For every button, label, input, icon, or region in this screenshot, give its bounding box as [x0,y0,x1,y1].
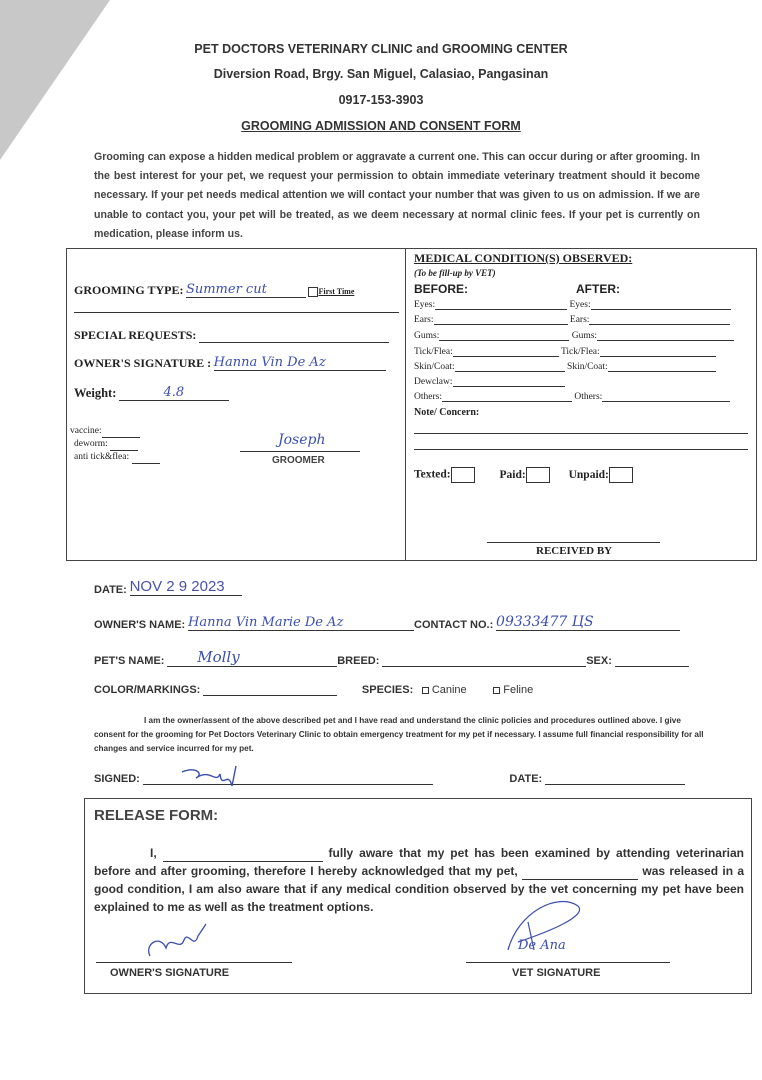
canine-label: Canine [431,684,467,696]
date-label: DATE: [94,584,127,596]
release-title: RELEASE FORM: [94,807,219,824]
groomer-line [240,451,360,452]
pet-name-label: PET'S NAME: [94,655,165,667]
skin-after-label: Skin/Coat: [567,362,608,372]
others-after-field[interactable] [602,393,730,402]
owner-release-signature [140,920,220,966]
unpaid-checkbox[interactable] [609,467,633,483]
texted-checkbox[interactable] [451,467,475,483]
canine-checkbox[interactable] [422,687,429,694]
release-pet-field[interactable] [522,868,638,880]
vaccine-label: vaccine: [70,426,102,436]
vaccine-field[interactable] [102,429,140,438]
grooming-type-label: GROOMING TYPE: [74,283,184,297]
gums-after-label: Gums: [571,331,598,341]
eyes-before-label: Eyes: [414,300,436,310]
gums-before-field[interactable] [439,332,569,341]
first-time-checkbox[interactable] [308,287,318,297]
grooming-type-field[interactable]: Summer cut [186,282,306,298]
gums-before-label: Gums: [414,331,440,341]
skin-before-label: Skin/Coat: [414,362,455,372]
release-paragraph [94,844,744,916]
grooming-type-line2 [74,312,399,313]
others-before-field[interactable] [442,393,572,402]
breed-field[interactable] [382,655,586,667]
antitick-field[interactable] [132,455,160,464]
groomer-signature: Joseph [278,432,326,448]
medical-subtitle: (To be fill-up by VET) [414,268,496,278]
eyes-after-label: Eyes: [569,300,591,310]
release-p1: I, [150,846,157,860]
pet-name-field[interactable]: Molly [167,648,337,667]
breed-label: BREED: [337,655,380,667]
ears-after-label: Ears: [569,315,590,325]
groomer-label: GROOMER [272,455,325,466]
note-line-1[interactable] [414,433,748,434]
special-requests-label: SPECIAL REQUESTS: [74,328,197,342]
species-label: SPECIES: [361,684,414,696]
feline-label: Feline [503,684,534,696]
clinic-address: Diversion Road, Brgy. San Miguel, Calasiao, Pangasinan [213,67,549,81]
special-requests-field[interactable] [199,331,389,343]
clinic-phone: 0917-153-3903 [338,93,424,107]
intro-paragraph: Grooming can expose a hidden medical problem or aggravate a current one. This can occur during or after grooming. In the best interest for your pet, we request your permission to obtain immediate veterinary treatment should it become necessary. If your pet needs medical attention we will contact your number that was given to us on admission. If we are unable to contact you, your pet will be treated, as we deem necessary at normal clinic fees. If your pet is currently on medication, please inform us. [94,151,700,240]
box-divider [405,248,406,561]
gums-after-field[interactable] [597,332,734,341]
tick-before-label: Tick/Flea: [414,347,453,357]
vet-release-label: VET SIGNATURE [512,967,601,979]
texted-label: Texted: [414,468,451,481]
color-field[interactable] [203,684,337,696]
sex-field[interactable] [615,655,689,667]
owner-name-field[interactable]: Hanna Vin Marie De Az [188,615,414,631]
ears-before-label: Ears: [414,315,434,325]
unpaid-label: Unpaid: [568,468,609,481]
dewclaw-field[interactable] [453,378,565,387]
signed-label: SIGNED: [94,773,140,785]
date2-label: DATE: [509,773,543,785]
vet-release-line [466,962,670,963]
date-field[interactable]: NOV 2 9 2023 [130,578,242,596]
release-p2: fully aware that my pet has been examined by attending veterinarian before and after grooming, therefore I hereby acknowledged that my pet, [94,846,744,878]
weight-label: Weight: [74,386,117,400]
others-after-label: Others: [574,392,603,402]
date2-field[interactable] [545,773,685,785]
note-label: Note/ Concern: [414,407,480,418]
contact-label: CONTACT NO.: [414,619,494,631]
before-label: BEFORE: [414,282,468,296]
sex-label: SEX: [586,655,612,667]
owner-name-label: OWNER'S NAME: [94,619,186,631]
first-time-label: First Time [318,287,355,296]
others-before-label: Others: [414,392,442,402]
note-line-2[interactable] [414,449,748,450]
skin-before-field[interactable] [455,363,565,372]
after-label: AFTER: [576,282,620,296]
owner-release-label: OWNER'S SIGNATURE [110,967,230,979]
received-by-label: RECEIVED BY [536,545,613,557]
ears-after-field[interactable] [589,316,730,325]
tick-before-field[interactable] [453,348,559,357]
skin-after-field[interactable] [608,363,716,372]
owner-release-line [96,962,292,963]
medical-title: MEDICAL CONDITION(S) OBSERVED: [414,251,633,265]
color-label: COLOR/MARKINGS: [94,684,201,696]
deworm-field[interactable] [110,442,138,451]
paid-label: Paid: [499,468,526,481]
received-line [487,542,660,543]
antitick-label: anti tick&flea: [74,452,130,462]
owner-signature-field[interactable]: Hanna Vin De Az [214,355,386,371]
clinic-name: PET DOCTORS VETERINARY CLINIC and GROOMING CENTER [194,42,568,56]
weight-field[interactable]: 4.8 [119,385,229,401]
owner-signature-label: OWNER'S SIGNATURE : [74,356,212,370]
release-owner-field[interactable] [163,850,323,862]
paid-checkbox[interactable] [526,467,550,483]
tick-after-field[interactable] [600,348,716,357]
form-title: GROOMING ADMISSION AND CONSENT FORM [241,119,521,133]
contact-field[interactable]: 09333477 ЦS [496,614,680,631]
dewclaw-label: Dewclaw: [414,377,453,387]
eyes-after-field[interactable] [591,301,731,310]
signed-signature [176,764,246,794]
feline-checkbox[interactable] [493,687,500,694]
deworm-label: deworm: [74,439,108,449]
tick-after-label: Tick/Flea: [560,347,600,357]
ears-before-field[interactable] [434,316,568,325]
vet-release-name: De Ana [518,938,566,953]
release-p3: was released in a good condition, I am also aware that if any medical condition observed by the vet concerning my pet have been explained to me as well as the treatment options. [94,864,744,914]
eyes-before-field[interactable] [435,301,567,310]
consent-paragraph: I am the owner/assent of the above described pet and I have read and understand the clinic policies and procedures outlined above. I give consent for the grooming for Pet Doctors Veterinary Clinic to obtain emergency treatment for my pet if necessary. I assume full financial responsibility for all changes and service incurred for my pet. [94,716,704,753]
